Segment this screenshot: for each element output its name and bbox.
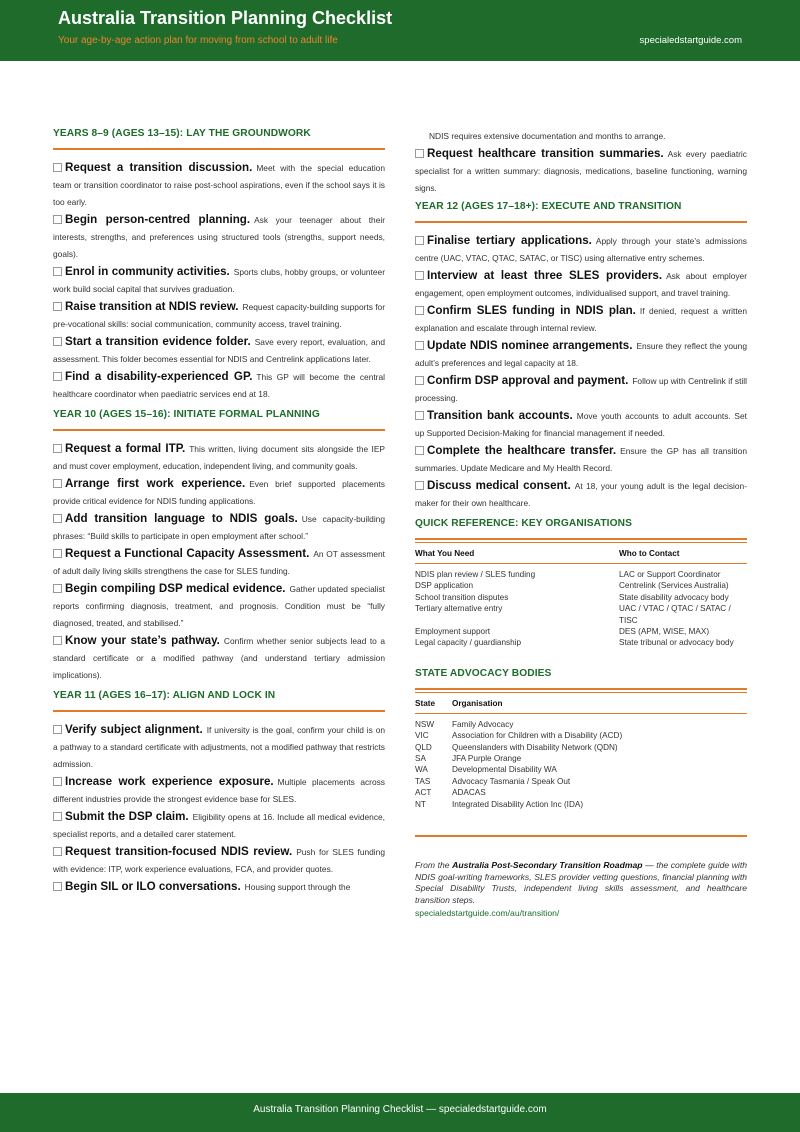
state-cell: NSW (415, 719, 435, 729)
checklist-item (415, 337, 747, 372)
checkbox[interactable] (53, 267, 62, 276)
item-description: Confirm whether senior subjects lead to a standard certificate or a modified pathway (and understand tertiary admission implications). (53, 636, 385, 680)
item-description: Save every report, evaluation, and assessment. This folder becomes essential for NDIS and Centrelink applications later. (53, 337, 385, 364)
item-description: Sports clubs, hobby groups, or volunteer work build social capital that survives graduation. (53, 267, 385, 294)
advocacy-heading: STATE ADVOCACY BODIES (415, 667, 552, 679)
section-heading: YEAR 12 (AGES 17–18+): EXECUTE AND TRANSITION (415, 201, 682, 212)
item-description: Use capacity-building phrases: “Build skills to participate in open employment after school.” (53, 514, 386, 541)
section-year-12-body (415, 201, 747, 512)
continued-text: NDIS requires extensive documentation and months to arrange. (429, 131, 666, 141)
item-description: Move youth accounts to adult accounts. Set up Supported Decision-Making for financial management if needed. (415, 411, 747, 438)
table-row (415, 580, 747, 591)
checkbox[interactable] (53, 777, 62, 786)
table-header-organisation: Organisation (452, 693, 747, 714)
item-description: Ensure they reflect the young adult’s preferences and legal capacity at 18. (415, 341, 747, 368)
checkbox[interactable] (415, 236, 424, 245)
checkbox[interactable] (53, 302, 62, 311)
section-divider (415, 221, 747, 223)
section-1 (53, 128, 385, 403)
section-divider (53, 148, 385, 150)
item-title: Add transition language to NDIS goals. (65, 512, 298, 525)
item-title: Request healthcare transition summaries. (427, 147, 664, 160)
item-title: Confirm DSP approval and payment. (427, 374, 629, 387)
checklist-item (53, 440, 385, 475)
right-column (415, 128, 747, 918)
table-row (415, 626, 747, 637)
source-divider (415, 835, 747, 837)
checkbox[interactable] (53, 636, 62, 645)
checklist-item (53, 773, 385, 808)
checklist-item (53, 298, 385, 333)
table-row (415, 787, 747, 798)
organisation-cell: ADACAS (452, 788, 486, 798)
checklist-item (53, 580, 385, 632)
checkbox[interactable] (53, 882, 62, 891)
section-heading: YEARS 8–9 (AGES 13–15): LAY THE GROUNDWORK (53, 128, 311, 139)
checklist-item (415, 477, 747, 512)
checklist-item (415, 442, 747, 477)
checkbox[interactable] (53, 479, 62, 488)
item-title: Request a Functional Capacity Assessment. (65, 547, 310, 560)
table-row (415, 764, 747, 775)
contact-cell: DES (APM, WISE, MAX) (619, 627, 710, 637)
checkbox[interactable] (415, 306, 424, 315)
item-description: Ask about employer engagement, open employment outcomes, individualised support, and travel training. (415, 271, 747, 298)
table-row (415, 730, 747, 741)
need-cell: NDIS plan review / SLES funding (415, 570, 536, 579)
item-title: Verify subject alignment. (65, 723, 203, 736)
organisation-cell: Family Advocacy (452, 719, 514, 729)
item-description: Meet with the special education team or transition coordinator to raise post-school aspirations, even if the school says it is too early. (53, 163, 386, 207)
checkbox[interactable] (53, 812, 62, 821)
item-description: Multiple placements across different industries provide the strongest evidence base for SLES. (53, 777, 385, 804)
item-description: If denied, request a written explanation and escalate through internal review. (415, 306, 747, 333)
organisation-cell: Association for Children with a Disability (ACD) (452, 731, 623, 741)
table-row (415, 753, 747, 764)
checklist-item (53, 878, 385, 896)
table-header-contact: Who to Contact (619, 543, 747, 564)
checklist-item (415, 372, 747, 407)
item-description: Housing support through the (244, 882, 351, 892)
checklist-item (53, 545, 385, 580)
item-description: Even brief supported placements provide critical evidence for NDIS funding applications. (53, 479, 385, 506)
need-cell: Tertiary alternative entry (415, 604, 503, 614)
checklist-item (415, 302, 747, 337)
table-row (415, 776, 747, 787)
checkbox[interactable] (53, 337, 62, 346)
checkbox[interactable] (415, 446, 424, 455)
state-cell: ACT (415, 788, 432, 798)
section-divider (53, 710, 385, 712)
checklist-item (53, 808, 385, 843)
contact-cell: State tribunal or advocacy body (619, 638, 734, 648)
table-row (415, 799, 747, 810)
item-title: Interview at least three SLES providers. (427, 269, 663, 282)
checklist-item (53, 368, 385, 403)
item-description: Request capacity-building supports for pre-vocational skills: social communication, community access, travel training. (53, 302, 385, 329)
item-title: Find a disability-experienced GP. (65, 370, 253, 383)
item-description: An OT assessment of adult daily living skills strengthens the case for SLES funding. (53, 549, 385, 576)
source-prefix: From the (415, 860, 453, 871)
checklist-item (415, 232, 747, 267)
checkbox[interactable] (53, 847, 62, 856)
section-3 (53, 690, 385, 896)
item-title: Confirm SLES funding in NDIS plan. (427, 304, 636, 317)
checkbox[interactable] (415, 481, 424, 490)
checklist-item (53, 632, 385, 684)
contact-cell: UAC / VTAC / QTAC / SATAC / TISC (619, 604, 731, 625)
checkbox[interactable] (415, 411, 424, 420)
table-row (415, 603, 747, 626)
contact-cell: Centrelink (Services Australia) (619, 581, 729, 591)
checkbox[interactable] (415, 271, 424, 280)
checkbox[interactable] (415, 341, 424, 350)
item-title: Raise transition at NDIS review. (65, 300, 239, 313)
item-title: Submit the DSP claim. (65, 810, 189, 823)
checkbox[interactable] (53, 163, 62, 172)
organisations-table (415, 543, 747, 649)
page-footer (0, 1093, 800, 1132)
checkbox[interactable] (415, 149, 424, 158)
checkbox[interactable] (53, 584, 62, 593)
item-description: Gather updated specialist reports confirming diagnosis, treatment, and prognosis. Condition must be “fully diagnosed, treated, and stabilised.” (53, 584, 385, 628)
checklist-item (53, 333, 385, 368)
quick-reference-heading: QUICK REFERENCE: KEY ORGANISATIONS (415, 518, 632, 529)
quick-reference-section (415, 518, 747, 649)
item-description: This written, living document sits alongside the IEP and must cover employment, education, independent living, and community goals. (53, 444, 386, 471)
continued-items (415, 145, 747, 197)
footer-text: Australia Transition Planning Checklist — specialedstartguide.com (253, 1104, 547, 1115)
checklist-item (415, 145, 747, 197)
checklist-item (415, 407, 747, 442)
page-title: Australia Transition Planning Checklist (58, 8, 393, 28)
need-cell: School transition disputes (415, 592, 509, 602)
checklist-item (53, 475, 385, 510)
organisation-cell: Developmental Disability WA (452, 765, 557, 775)
table-row (415, 564, 747, 581)
need-cell: DSP application (415, 581, 474, 591)
item-description: If university is the goal, confirm your child is on a pathway to a standard certificate with adjustments, not a modified pathway that restricts admission. (53, 725, 386, 769)
item-title: Know your state’s pathway. (65, 634, 220, 647)
checklist-item (53, 843, 385, 878)
item-description: Push for SLES funding with evidence: ITP, work experience evaluations, FCA, and provider quotes. (53, 847, 385, 874)
item-title: Transition bank accounts. (427, 409, 573, 422)
item-description: This GP will become the central healthcare coordinator when paediatric services end at 18. (53, 372, 385, 399)
state-cell: TAS (415, 776, 431, 786)
organisation-cell: JFA Purple Orange (452, 754, 522, 764)
item-title: Increase work experience exposure. (65, 775, 274, 788)
source-link[interactable]: specialedstartguide.com/au/transition/ (415, 908, 560, 919)
section-heading: YEAR 11 (AGES 16–17): ALIGN AND LOCK IN (53, 690, 276, 701)
checklist-item (53, 263, 385, 298)
advocacy-section (415, 668, 747, 810)
item-title: Enrol in community activities. (65, 265, 230, 278)
checkbox[interactable] (415, 376, 424, 385)
item-title: Finalise tertiary applications. (427, 234, 592, 247)
checklist-item (53, 721, 385, 773)
need-cell: Legal capacity / guardianship (415, 638, 522, 648)
checkbox[interactable] (53, 549, 62, 558)
item-description: At 18, your young adult is the legal decision-maker for their own healthcare. (415, 481, 748, 508)
state-cell: WA (415, 765, 428, 775)
page-subtitle: Your age-by-age action plan for moving from school to adult life (58, 35, 338, 46)
left-column (53, 128, 385, 896)
section-year-12 (415, 201, 747, 512)
checklist-item (53, 211, 385, 263)
source-description: — the complete guide with NDIS goal-writing frameworks, SLES provider vetting questions, financial planning with Special Disability Trusts, independent living skills assessment, and healthcare transition steps. (415, 860, 747, 905)
checkbox[interactable] (53, 444, 62, 453)
item-description: Ask your teenager about their interests, strengths, and preferences using structured tools (strengths, support needs, goals). (53, 215, 385, 259)
item-title: Begin compiling DSP medical evidence. (65, 582, 286, 595)
checklist-item (53, 159, 385, 211)
organisation-cell: Advocacy Tasmania / Speak Out (452, 776, 571, 786)
checklist-item (53, 510, 385, 545)
section-divider (53, 429, 385, 431)
item-title: Request a transition discussion. (65, 161, 253, 174)
header-site-link[interactable]: specialedstartguide.com (639, 35, 742, 46)
table-row (415, 742, 747, 753)
item-title: Start a transition evidence folder. (65, 335, 251, 348)
checkbox[interactable] (53, 725, 62, 734)
table-row (415, 637, 747, 648)
table-row (415, 592, 747, 603)
item-title: Begin person-centred planning. (65, 213, 251, 226)
need-cell: Employment support (415, 627, 491, 637)
item-description: Ask every paediatric specialist for a written summary: diagnosis, medications, baseline functioning, warning signs. (415, 149, 747, 193)
table-header-need: What You Need (415, 543, 619, 564)
source-note (415, 860, 747, 906)
item-title: Arrange first work experience. (65, 477, 246, 490)
table-header-state: State (415, 693, 452, 714)
item-title: Update NDIS nominee arrangements. (427, 339, 633, 352)
item-title: Complete the healthcare transfer. (427, 444, 617, 457)
section-2 (53, 409, 385, 684)
state-cell: QLD (415, 742, 432, 752)
item-description: Eligibility opens at 16. Include all medical evidence, specialist reports, and a detailed carer statement. (53, 812, 385, 839)
item-title: Discuss medical consent. (427, 479, 571, 492)
checkbox[interactable] (53, 372, 62, 381)
item-title: Begin SIL or ILO conversations. (65, 880, 241, 893)
checkbox[interactable] (53, 215, 62, 224)
checkbox[interactable] (53, 514, 62, 523)
contact-cell: State disability advocacy body (619, 592, 729, 602)
state-cell: SA (415, 754, 426, 764)
advocacy-table (415, 693, 747, 810)
item-description: Follow up with Centrelink if still processing. (415, 376, 747, 403)
organisation-cell: Queenslanders with Disability Network (QDN) (452, 742, 618, 752)
section-heading: YEAR 10 (AGES 15–16): INITIATE FORMAL PLANNING (53, 409, 320, 420)
item-title: Request a formal ITP. (65, 442, 186, 455)
contact-cell: LAC or Support Coordinator (619, 570, 721, 579)
item-description: Ensure the GP has all transition summaries. Update Medicare and My Health Record. (415, 446, 747, 473)
table-row (415, 713, 747, 730)
item-title: Request transition-focused NDIS review. (65, 845, 293, 858)
organisation-cell: Integrated Disability Action Inc (IDA) (452, 799, 584, 809)
page-header (0, 0, 800, 61)
item-description: Apply through your state’s admissions centre (UAC, VTAC, QTAC, SATAC, or TISC) using alternative entry schemes. (415, 236, 747, 263)
checklist-item (415, 267, 747, 302)
source-book-title: Australia Post-Secondary Transition Roadmap (452, 860, 643, 871)
state-cell: VIC (415, 731, 429, 741)
state-cell: NT (415, 799, 426, 809)
